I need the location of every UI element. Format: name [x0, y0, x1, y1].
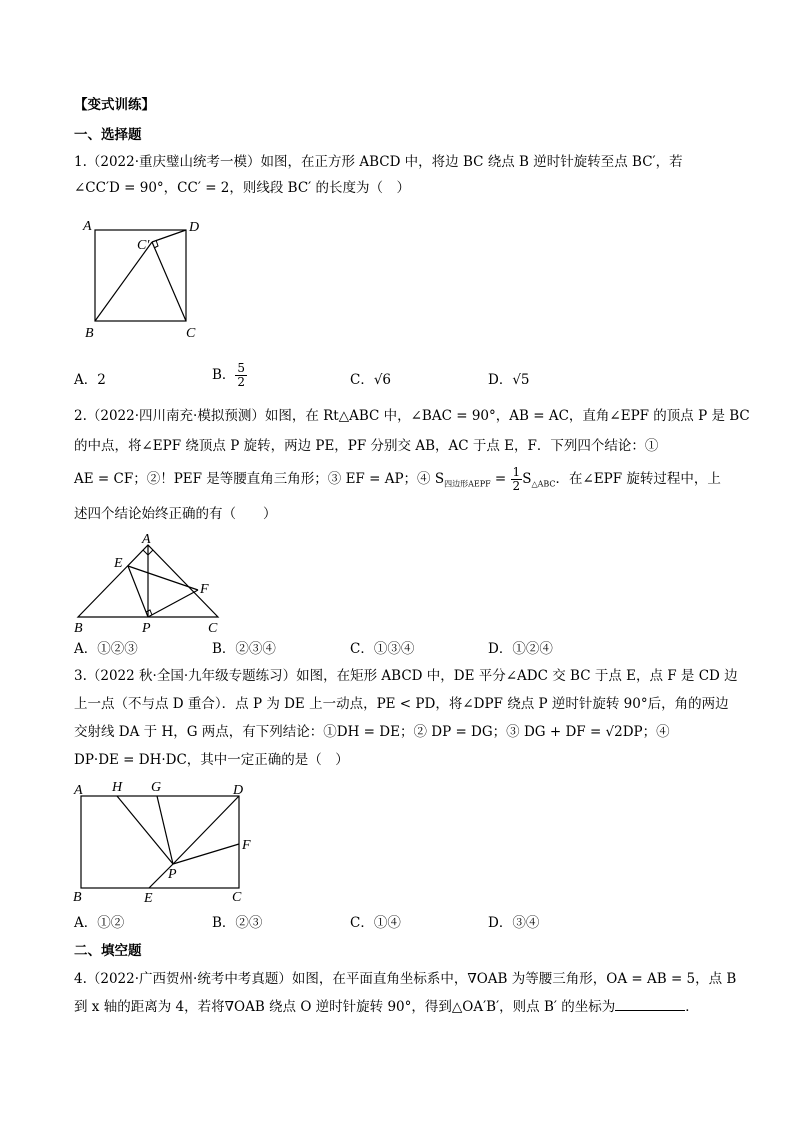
q1-option-b-fraction	[235, 362, 247, 389]
q4-answer-blank[interactable]	[615, 998, 685, 1011]
q1-segment-bcp	[95, 242, 152, 321]
q4-line2-end: ．	[685, 999, 699, 1015]
part1-heading: 一、选择题	[74, 127, 142, 143]
q2-line3-mid: =	[490, 471, 511, 487]
q1-label-c: C	[186, 326, 196, 341]
q1-segment-cpd	[152, 230, 186, 242]
q3-label-a: A	[74, 783, 83, 798]
q3-line1: 3.（2022 秋·全国·九年级专题练习）如图，在矩形 ABCD 中，DE 平分∠ADC 交 BC 于点 E，点 F 是 CD 边	[74, 668, 738, 684]
q2-line3	[74, 466, 721, 494]
q3-label-p: P	[168, 867, 177, 882]
q1-segment-cpc	[152, 242, 186, 321]
q2-line4: 述四个结论始终正确的有（ ）	[74, 506, 277, 522]
q3-label-g: G	[151, 780, 162, 795]
q2-line3-sub2: △ABC	[531, 479, 556, 489]
q2-line3-pre: AE = CF；②！PEF 是等腰直角三角形；③ EF = AP；④ S	[74, 471, 445, 487]
q3-line4: DP·DE = DH·DC，其中一定正确的是（ ）	[74, 752, 349, 768]
q2-option-c[interactable]: C．①③④	[350, 641, 415, 657]
q3-option-d[interactable]: D．③④	[488, 915, 540, 931]
q1-label-d: D	[189, 220, 200, 235]
q2-line1: 2.（2022·四川南充·模拟预测）如图，在 Rt△ABC 中，∠BAC = 90°，AB = AC，直角∠EPF 的顶点 P 是 BC	[74, 408, 750, 424]
q3-label-e: E	[144, 891, 153, 906]
q2-label-b: B	[74, 621, 83, 635]
q3-label-c: C	[232, 890, 242, 905]
q1-option-b-prefix: B．	[212, 367, 236, 383]
q1-line1: 1.（2022·重庆璧山统考一模）如图，在正方形 ABCD 中，将边 BC 绕点 B 逆时针旋转至点 BC′，若	[74, 154, 683, 170]
q3-label-f: F	[242, 838, 251, 853]
q1-option-a[interactable]: A．2	[74, 372, 106, 388]
q3-figure	[70, 776, 270, 908]
q3-option-b[interactable]: B．②③	[212, 915, 263, 931]
q2-line3-post: ．在∠EPF 旋转过程中，上	[555, 471, 721, 487]
q2-segment-pf	[148, 590, 198, 617]
q2-option-d[interactable]: D．①②④	[488, 641, 553, 657]
q1-label-a: A	[83, 219, 92, 234]
q4-line2-text: 到 x 轴的距离为 4，若将∇OAB 绕点 O 逆时针旋转 90°，得到△OA′B′，则点 B′ 的坐标为	[74, 999, 616, 1015]
q1-option-b-numerator: 5	[237, 361, 246, 375]
q2-label-c: C	[208, 621, 218, 635]
q1-option-b[interactable]	[212, 362, 247, 389]
q1-label-cprime: C′	[137, 238, 150, 253]
q2-segment-ef	[128, 566, 198, 590]
q2-label-f: F	[200, 582, 209, 597]
q2-option-b[interactable]: B．②③④	[212, 641, 276, 657]
q1-line2: ∠CC′D = 90°，CC′ = 2，则线段 BC′ 的长度为（ ）	[74, 180, 411, 196]
q1-label-b: B	[85, 326, 94, 341]
q2-line3-numerator: 1	[512, 465, 521, 479]
q3-option-a[interactable]: A．①②	[74, 915, 125, 931]
q2-segment-pe	[128, 566, 148, 617]
q4-line2	[74, 998, 699, 1016]
q2-label-a: A	[142, 532, 151, 547]
q2-label-p: P	[142, 621, 151, 635]
q2-line3-s: S	[522, 471, 532, 487]
q2-option-a[interactable]: A．①②③	[74, 641, 138, 657]
q1-option-c[interactable]: C．√6	[350, 372, 392, 388]
q1-option-d[interactable]: D．√5	[488, 372, 530, 388]
q1-option-b-denominator: 2	[237, 375, 246, 389]
q3-line3: 交射线 DA 于 H，G 两点，有下列结论：①DH = DE；② DP = DG；③ DG + DF = √2DP；④	[74, 724, 670, 740]
q2-label-e: E	[114, 556, 123, 571]
q1-figure	[80, 218, 210, 343]
q4-line1: 4.（2022·广西贺州·统考中考真题）如图，在平面直角坐标系中，∇OAB 为等腰三角形，OA = AB = 5，点 B	[74, 971, 737, 987]
section-title: 【变式训练】	[74, 97, 155, 113]
q2-figure	[70, 532, 230, 635]
q3-label-d: D	[233, 783, 244, 798]
q3-option-c[interactable]: C．①④	[350, 915, 401, 931]
q3-line2: 上一点（不与点 D 重合）．点 P 为 DE 上一动点，PE < PD，将∠DPF 绕点 P 逆时针旋转 90°后，角的两边	[74, 696, 729, 712]
q3-label-h: H	[112, 780, 123, 795]
q3-label-b: B	[73, 890, 82, 905]
q2-line3-sub1: 四边形AEPF	[444, 479, 491, 489]
q2-line3-fraction	[511, 466, 523, 493]
part2-heading: 二、填空题	[74, 943, 142, 959]
q2-line2: 的中点，将∠EPF 绕顶点 P 旋转，两边 PE，PF 分别交 AB，AC 于点 E，F．下列四个结论：①	[74, 438, 659, 454]
q2-line3-denominator: 2	[512, 479, 521, 493]
